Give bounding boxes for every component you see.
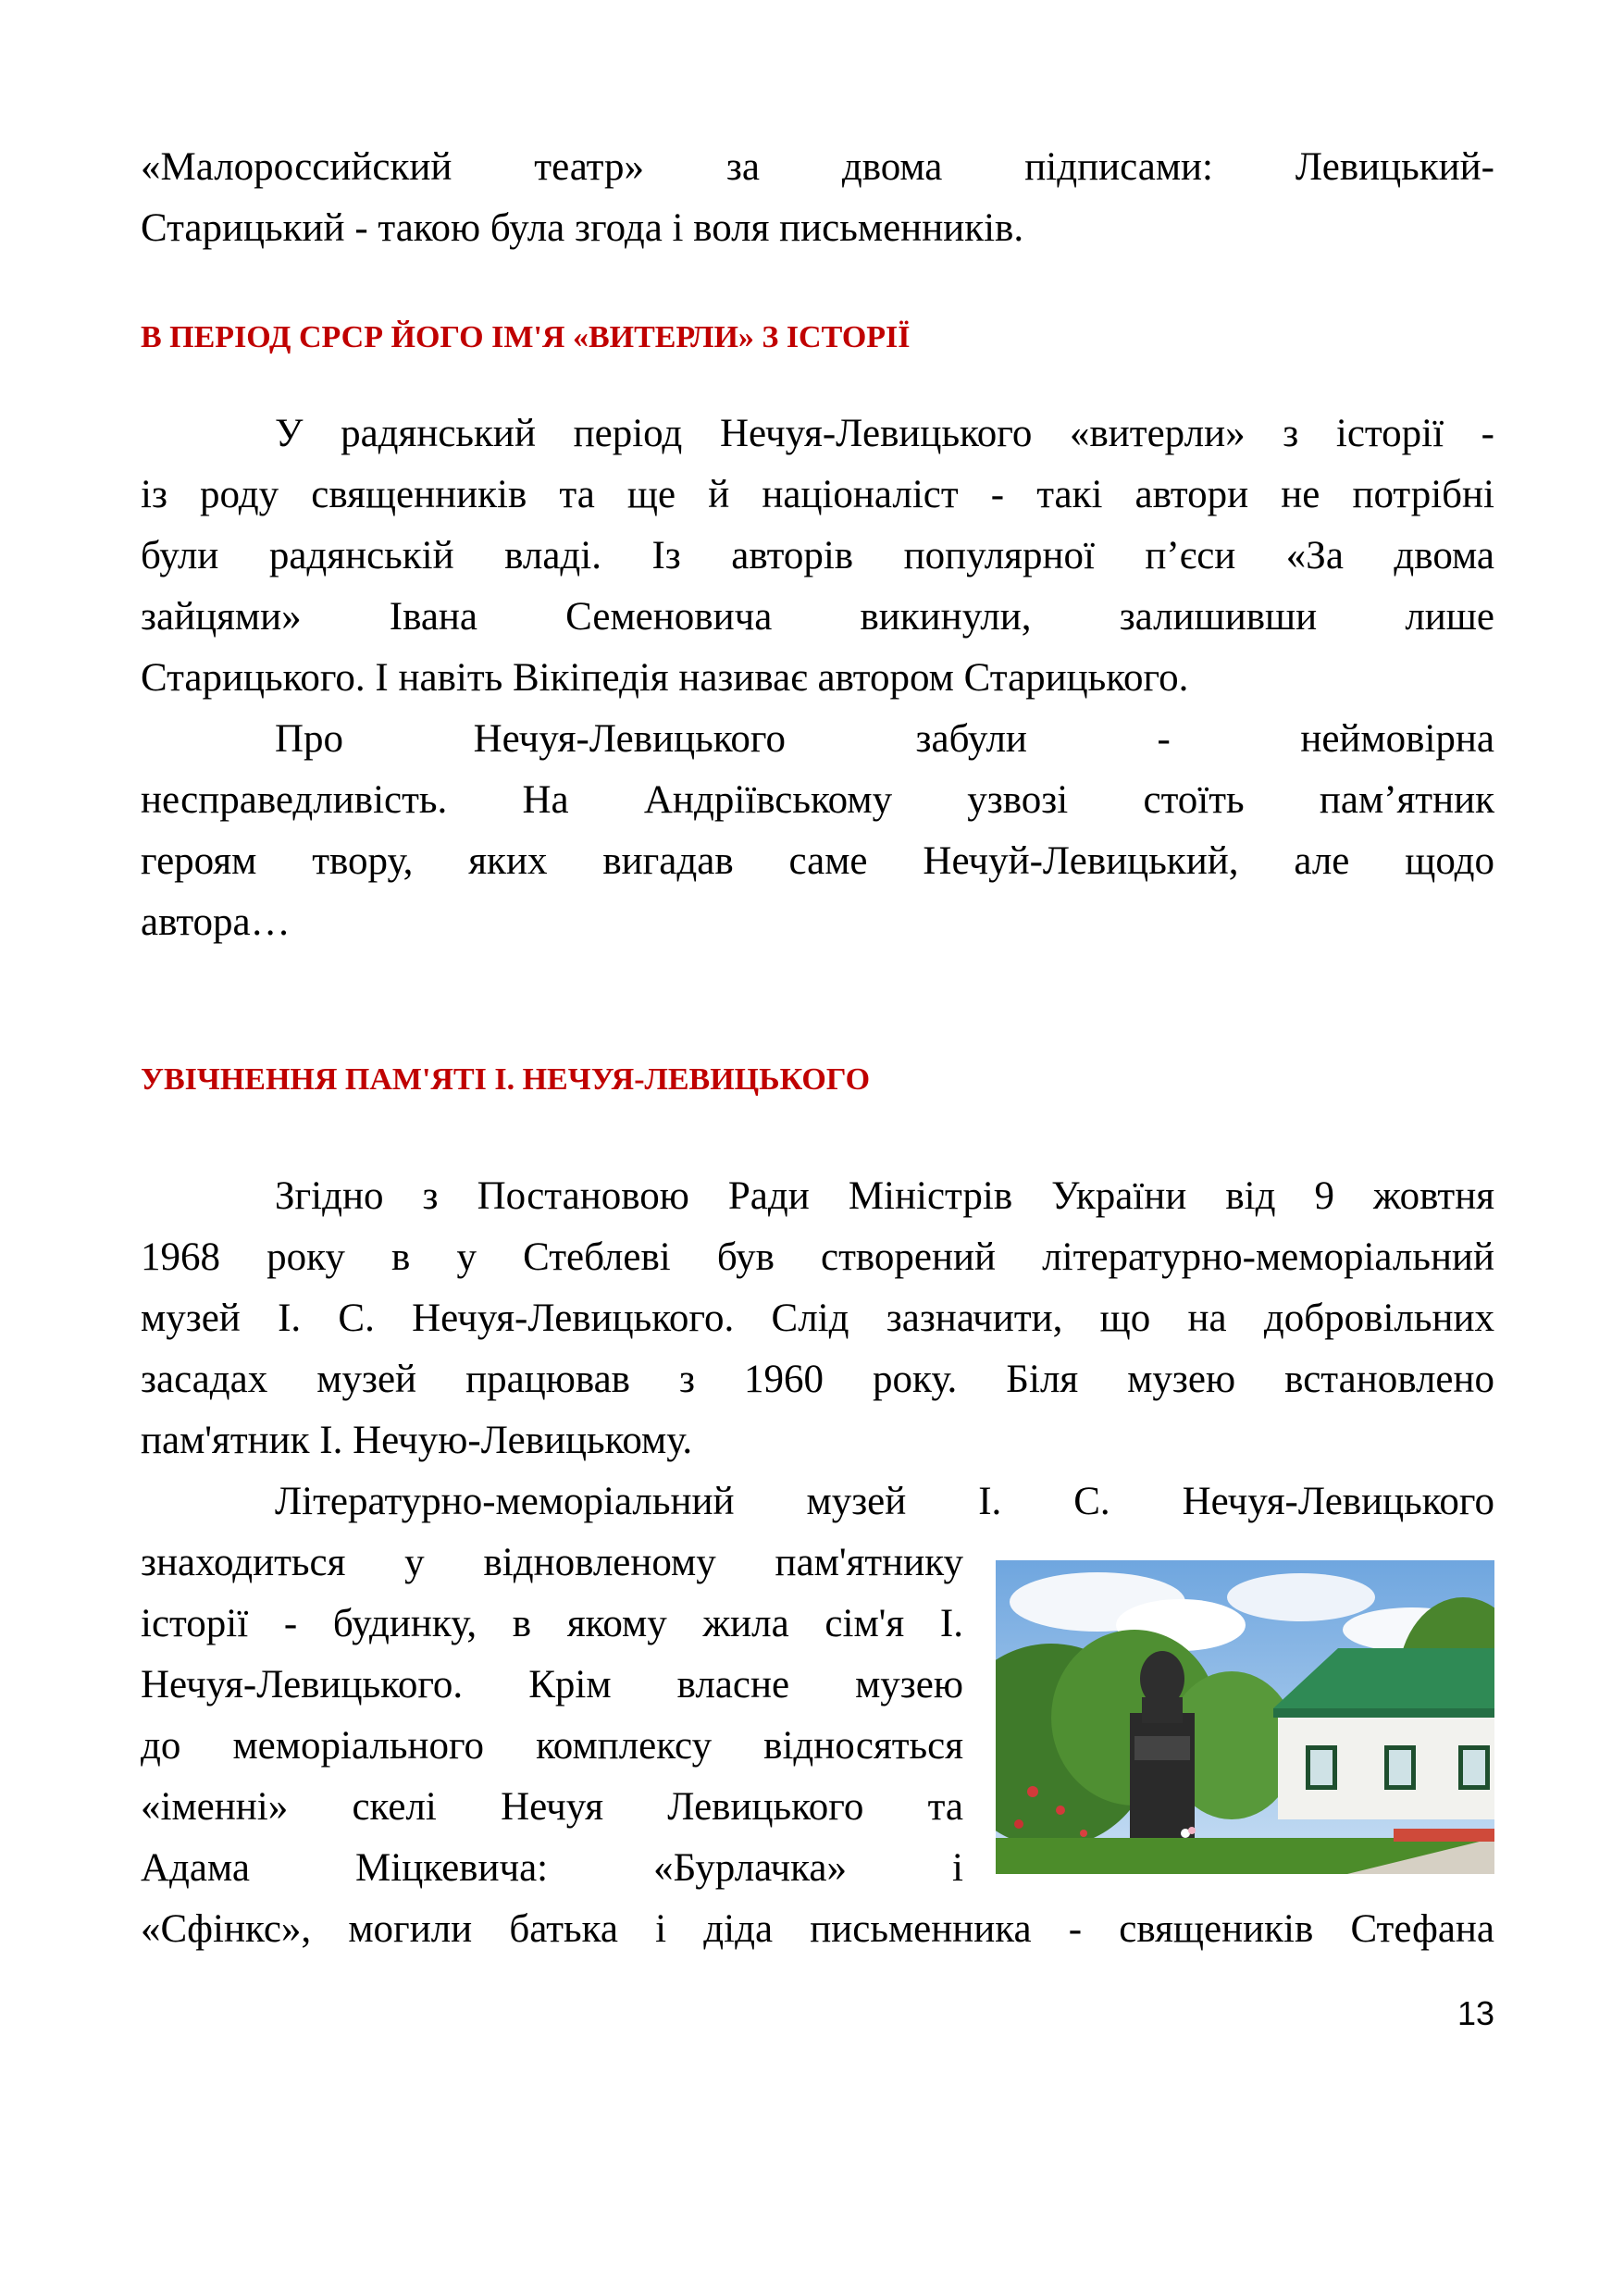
paragraph-line: до меморіального комплексу відносяться xyxy=(141,1724,963,1768)
paragraph-line: були радянській владі. Із авторів популярної п’єси «За двома xyxy=(141,534,1494,577)
paragraph-line: Про Нечуя-Левицького забули - неймовірна xyxy=(275,717,1494,761)
paragraph-line: 1968 року в у Стеблеві був створений літературно-меморіальний xyxy=(141,1235,1494,1279)
paragraph-line: У радянський період Нечуя-Левицького «витерли» з історії - xyxy=(275,412,1494,455)
paragraph-line: несправедливість. На Андріївському узвозі стоїть пам’ятник xyxy=(141,778,1494,822)
paragraph-line: пам'ятник І. Нечую-Левицькому. xyxy=(141,1419,693,1462)
paragraph-line: музей І. С. Нечуя-Левицького. Слід зазначити, що на добровільних xyxy=(141,1297,1494,1340)
paragraph-line: автора… xyxy=(141,900,291,944)
museum-photo xyxy=(996,1560,1494,1874)
paragraph-line: Старицького. І навіть Вікіпедія називає автором Старицького. xyxy=(141,656,1189,700)
paragraph-line: Старицький - такою була згода і воля письменників. xyxy=(141,206,1024,250)
paragraph-line: історії - будинку, в якому жила сім'я І. xyxy=(141,1602,963,1645)
paragraph-line: «Малороссийский театр» за двома підписами: Левицький- xyxy=(141,145,1494,189)
paragraph-line: «Сфінкс», могили батька і діда письменника - священиків Стефана xyxy=(141,1907,1494,1951)
page-number: 13 xyxy=(1457,1994,1494,2032)
paragraph-line: Літературно-меморіальний музей І. С. Нечуя-Левицького xyxy=(275,1480,1494,1523)
paragraph-line: засадах музей працював з 1960 року. Біля музею встановлено xyxy=(141,1358,1494,1401)
paragraph-line: Нечуя-Левицького. Крім власне музею xyxy=(141,1663,963,1706)
paragraph-line: із роду священників та ще й націоналіст - такі автори не потрібні xyxy=(141,473,1494,516)
paragraph-line: «іменні» скелі Нечуя Левицького та xyxy=(141,1785,963,1829)
paragraph-line: Адама Міцкевича: «Бурлачка» і xyxy=(141,1846,963,1890)
paragraph-line: героям твору, яких вигадав саме Нечуй-Левицький, але щодо xyxy=(141,839,1494,883)
paragraph-line: Згідно з Постановою Ради Міністрів України від 9 жовтня xyxy=(275,1174,1494,1218)
section-heading-memory: УВІЧНЕННЯ ПАМ'ЯТІ І. НЕЧУЯ-ЛЕВИЦЬКОГО xyxy=(141,1062,871,1097)
document-page xyxy=(141,0,1494,2296)
paragraph-line: зайцями» Івана Семеновича викинули, залишивши лише xyxy=(141,595,1494,639)
section-heading-ussr: В ПЕРІОД СРСР ЙОГО ІМ'Я «ВИТЕРЛИ» З ІСТОРІЇ xyxy=(141,320,911,354)
paragraph-line: знаходиться у відновленому пам'ятнику xyxy=(141,1541,963,1584)
